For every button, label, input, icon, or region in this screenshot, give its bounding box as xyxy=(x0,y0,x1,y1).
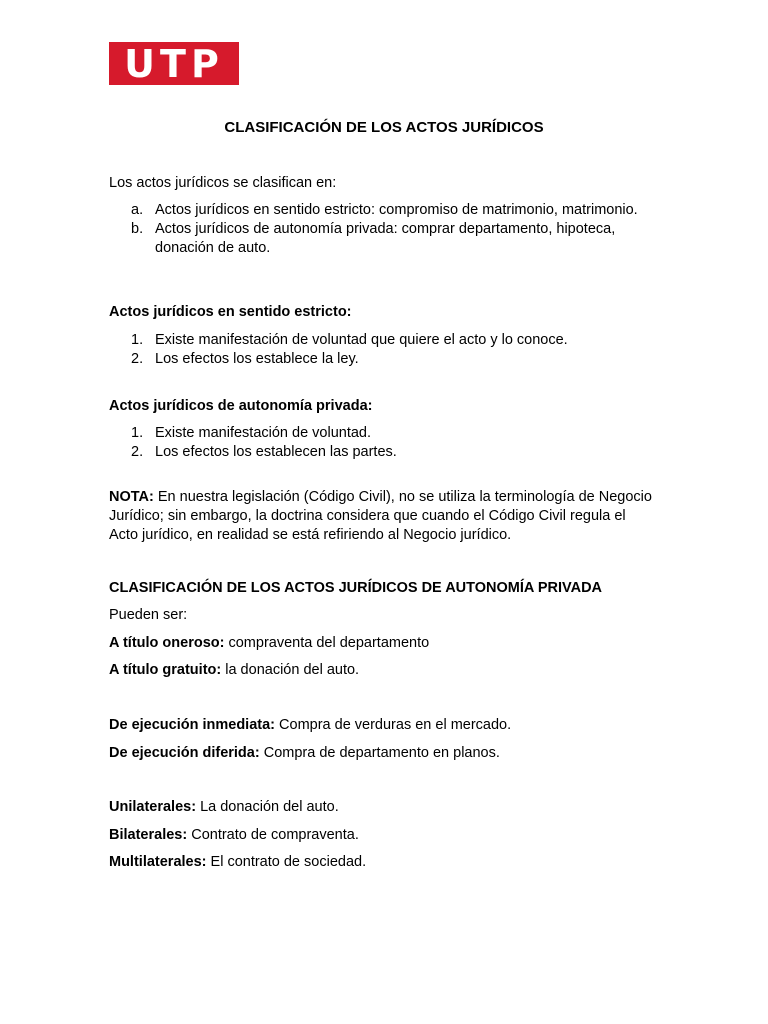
list-item xyxy=(109,201,654,220)
section1-list xyxy=(109,331,654,369)
note-text: En nuestra legislación (Código Civil), no se utiliza la terminología de Negocio Jurídico; sin embargo, la doctrina considera que cuando el Código Civil regula el Acto jurídico, en realidad se está refiriendo al Negocio jurídico. xyxy=(109,489,652,543)
list-marker: 1. xyxy=(131,332,144,348)
list-item-text: Los efectos los establece la ley. xyxy=(155,351,359,367)
list-marker: 2. xyxy=(131,351,144,367)
note-label: NOTA: xyxy=(109,489,154,505)
list-marker: a. xyxy=(131,202,144,218)
section-heading: Actos jurídicos en sentido estricto: xyxy=(109,304,352,320)
document-title: CLASIFICACIÓN DE LOS ACTOS JURÍDICOS xyxy=(224,119,544,136)
list-item-text: Existe manifestación de voluntad que quiere el acto y lo conoce. xyxy=(155,332,568,348)
classification-entry xyxy=(109,853,366,872)
classification-entry xyxy=(109,798,339,817)
list-item-text: Existe manifestación de voluntad. xyxy=(155,425,372,441)
note-paragraph xyxy=(109,488,654,545)
entry-text: El contrato de sociedad. xyxy=(206,854,367,870)
list-marker: 2. xyxy=(131,444,144,460)
entry-label: Bilaterales: xyxy=(109,827,188,843)
logo-text: UTP xyxy=(124,41,224,86)
list-item-text: Actos jurídicos en sentido estricto: compromiso de matrimonio, matrimonio. xyxy=(155,202,638,218)
section-intro: Pueden ser: xyxy=(109,607,188,623)
entry-label: A título oneroso: xyxy=(109,635,225,651)
list-marker: 1. xyxy=(131,425,144,441)
classification-entry xyxy=(109,744,500,763)
entry-label: Unilaterales: xyxy=(109,799,197,815)
classification-entry xyxy=(109,826,359,845)
entry-text: La donación del auto. xyxy=(196,799,339,815)
list-marker: b. xyxy=(131,221,144,237)
list-item xyxy=(109,350,654,369)
section-heading: CLASIFICACIÓN DE LOS ACTOS JURÍDICOS DE AUTONOMÍA PRIVADA xyxy=(109,580,603,596)
entry-label: Multilaterales: xyxy=(109,854,207,870)
entry-label: De ejecución inmediata: xyxy=(109,717,275,733)
entry-text: Compra de verduras en el mercado. xyxy=(275,717,512,733)
entry-text: Contrato de compraventa. xyxy=(187,827,359,843)
list-item xyxy=(109,424,654,443)
list-item xyxy=(109,220,654,258)
section2-list xyxy=(109,424,654,462)
classification-entry xyxy=(109,634,429,653)
entry-text: la donación del auto. xyxy=(221,662,360,678)
entry-label: A título gratuito: xyxy=(109,662,222,678)
intro-paragraph: Los actos jurídicos se clasifican en: xyxy=(109,175,337,191)
entry-label: De ejecución diferida: xyxy=(109,745,260,761)
list-item-text: Los efectos los establecen las partes. xyxy=(155,444,397,460)
intro-list xyxy=(109,201,654,258)
list-item xyxy=(109,331,654,350)
entry-text: compraventa del departamento xyxy=(224,635,430,651)
section-heading: Actos jurídicos de autonomía privada: xyxy=(109,398,373,414)
list-item xyxy=(109,443,654,462)
classification-entry xyxy=(109,661,359,680)
classification-entry xyxy=(109,716,511,735)
list-item-text: Actos jurídicos de autonomía privada: comprar departamento, hipoteca, donación de auto. xyxy=(155,221,616,256)
utp-logo xyxy=(109,42,239,85)
entry-text: Compra de departamento en planos. xyxy=(259,745,500,761)
